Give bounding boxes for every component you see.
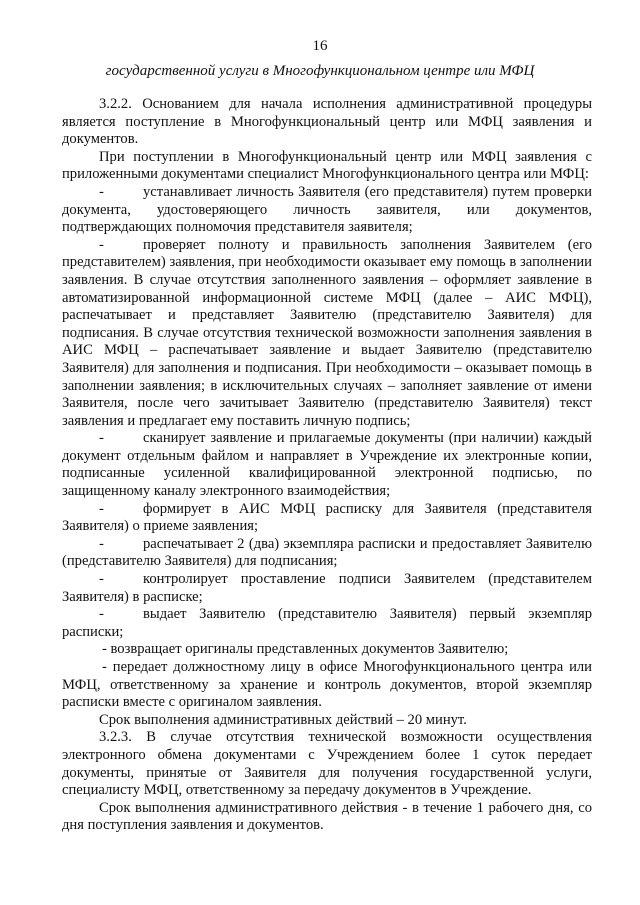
list-item (62, 184, 592, 237)
list-item-text: проверяет полноту и правильность заполнения Заявителем (его представителем) заявления, при необходимости оказывает ему помощь в заполнении заявления. В случае отсутствия заполненного заявления – оформляет заявление в автоматизированной информационной системе МФЦ (далее – АИС МФЦ), распечатывает и представляет Заявителю (представителю Заявителя) для подписания. В случае отсутствия технической возможности заполнения заявления в АИС МФЦ – распечатывает заявление и выдает Заявителю (представителю Заявителя) для заполнения и подписания. При необходимости – оказывает помощь в заполнении заявления; в исключительных случаях – заполняет заявление от имени Заявителя, после чего зачитывает Заявителю (представителю Заявителя) текст заявления и предлагает ему поставить личную подпись; (62, 236, 592, 429)
running-head: государственной услуги в Многофункциональном центре или МФЦ (105, 63, 535, 79)
list-item (62, 237, 592, 431)
list-item (62, 571, 592, 606)
list-item (62, 501, 592, 536)
list-item-text: выдает Заявителю (представителю Заявителя) первый экземпляр расписки; (62, 606, 592, 640)
paragraph: Срок выполнения административного действия - в течение 1 рабочего дня, со дня поступления заявления и документов. (62, 799, 592, 834)
list-item (62, 606, 592, 641)
dash-marker: - (99, 430, 104, 447)
list-item-text: устанавливает личность Заявителя (его представителя) путем проверки документа, удостоверяющего личность заявителя, или документов, подтверждающих полномочия представителя заявителя; (62, 183, 592, 236)
list-item-text: контролирует проставление подписи Заявителем (представителем Заявителя) в расписке; (62, 571, 592, 605)
list-item-text: формирует в АИС МФЦ расписку для Заявителя (представителя Заявителя) о приеме заявления; (62, 500, 592, 535)
dash-marker: - (99, 571, 104, 588)
paragraph: 3.2.2. Основанием для начала исполнения административной процедуры является поступление в Многофункциональный центр или МФЦ заявления и документов. (62, 96, 592, 148)
list-item: - передает должностному лицу в офисе Многофункционального центра или МФЦ, ответственному за хранение и контроль документов, второй экземпляр расписки вместе с оригиналом заявления. (62, 659, 592, 711)
body-text (62, 96, 592, 835)
list-item-text: сканирует заявление и прилагаемые документы (при наличии) каждый документ отдельным файлом и направляет в Учреждение их электронные копии, подписанные усиленной квалифицированной электронной подписью, по защищенному каналу электронного взаимодействия; (62, 430, 592, 500)
list-item (62, 430, 592, 500)
list-item (62, 536, 592, 571)
list-item-text: распечатывает 2 (два) экземпляра расписки и предоставляет Заявителю (представителю Заявителя) для подписания; (62, 535, 592, 570)
dash-marker: - (99, 236, 104, 253)
paragraph: Срок выполнения административных действий – 20 минут. (99, 711, 467, 728)
paragraph: 3.2.3. В случае отсутствия технической возможности осуществления электронного обмена документами с Учреждением более 1 суток передает документы, принятые от Заявителя для получения государственной услуги, специалисту МФЦ, ответственному за передачу документов в Учреждение. (62, 729, 592, 799)
dash-marker: - (99, 535, 104, 552)
page-number: 16 (312, 38, 328, 54)
list-item: - возвращает оригиналы представленных документов Заявителю; (102, 641, 509, 658)
paragraph: При поступлении в Многофункциональный центр или МФЦ заявления с приложенными документами специалист Многофункционального центра или МФЦ: (62, 148, 592, 183)
dash-marker: - (99, 500, 104, 517)
dash-marker: - (99, 183, 104, 200)
dash-marker: - (99, 606, 104, 623)
